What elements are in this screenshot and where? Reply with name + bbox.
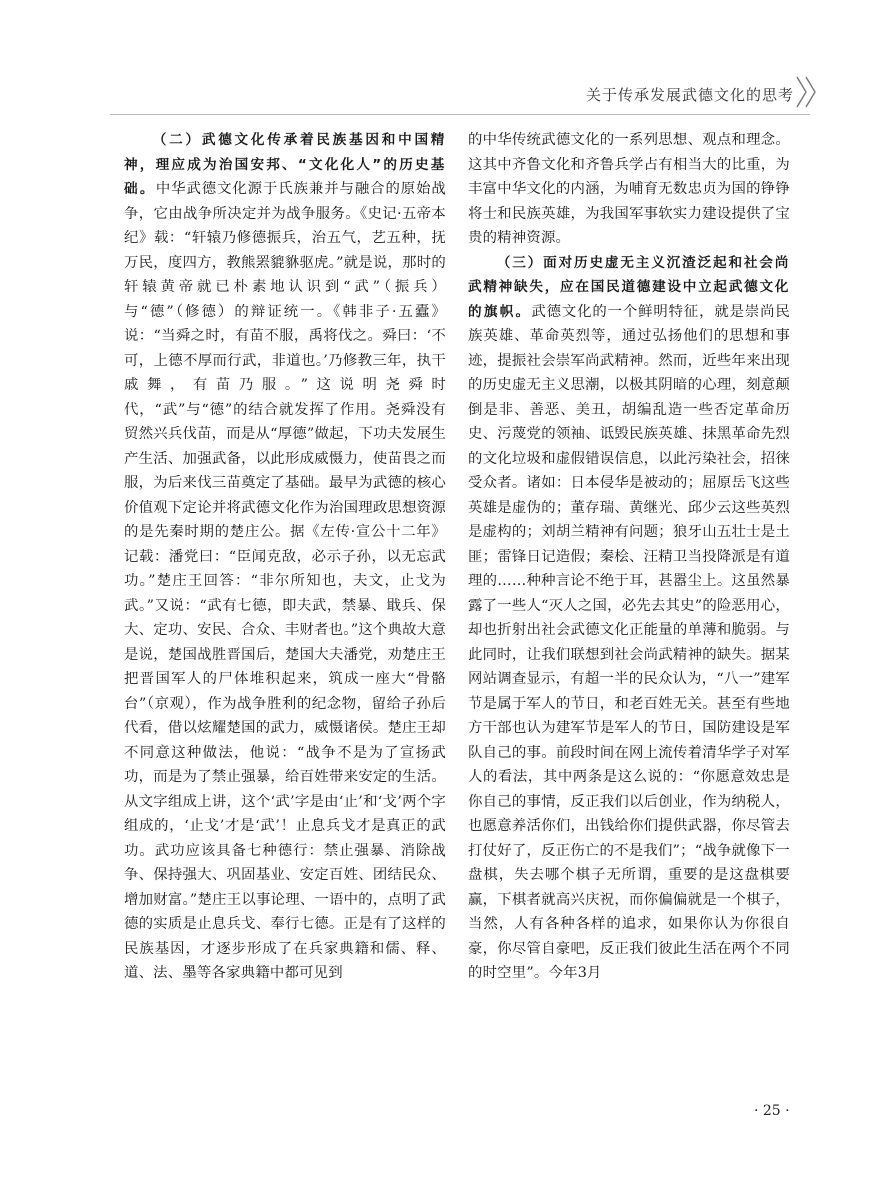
continuation-paragraph: 的中华传统武德文化的一系列思想、观点和理念。这其中齐鲁文化和齐鲁兵学占有相当大的比重，为丰富中华文化的内涵，为哺育无数忠贞为国的铮铮将士和民族英雄，为我国军事软实力建设提供了宝贵的精神资源。 [468,132,790,246]
section-3-heading: （三）面对历史虚无主义沉渣泛起和社会尚武精神缺失，应在国民道德建设中立起武德文化的旗帜。 [468,254,790,320]
right-column [468,128,790,986]
running-header-title: 关于传承发展武德文化的思考 [585,86,794,104]
section-2-heading: （二）武德文化传承着民族基因和中国精神，理应成为治国安邦、“文化化人”的历史基础。 [124,132,446,197]
section-2-paragraph [124,128,446,986]
double-chevron-right-icon [794,74,820,110]
section-2-body: 中华武德文化源于氏族兼并与融合的原始战争，它由战争所决定并为战争服务。《史记·五帝本纪》载：“轩辕乃修德振兵，治五气，艺五种，抚万民，度四方，教熊罴貔貅驱虎。”就是说，那时的轩辕黄帝就已朴素地认识到“武”（振兵）与“德”（修德）的辩证统一。《韩非子·五蠹》说：“当舜之时，有苗不服，禹将伐之。舜曰：‘不可，上德不厚而行武，非道也。’乃修教三年，执干戚舞，有苗乃服。”这说明尧舜时代，“武”与“德”的结合就发挥了作用。尧舜没有贸然兴兵伐苗，而是从“厚德”做起，下功夫发展生产生活、加强武备，以此形成威慑力，使苗畏之而服，为后来伐三苗奠定了基础。最早为武德的核心价值观下定论并将武德文化作为治国理政思想资源的是先秦时期的楚庄公。据《左传·宣公十二年》记载：潘党曰：“臣闻克敌，必示子孙，以无忘武功。”楚庄王回答：“非尔所知也，夫文，止戈为武。”又说：“武有七德，即夫武，禁暴、戢兵、保大、定功、安民、合众、丰财者也。”这个典故大意是说，楚国战胜晋国后，楚国大夫潘党，劝楚庄王把晋国军人的尸体堆积起来，筑成一座大“骨骼台”（京观），作为战争胜利的纪念物，留给子孙后代看，借以炫耀楚国的武力，威慑诸侯。楚庄王却不同意这种做法，他说：“战争不是为了宣扬武功，而是为了禁止强暴，给百姓带来安定的生活。从文字组成上讲，这个‘武’字是由‘止’和‘戈’两个字组成的，‘止戈’才是‘武’！止息兵戈才是真正的武功。武功应该具备七种德行：禁止强暴、消除战争、保持强大、巩固基业、安定百姓、团结民众、增加财富。”楚庄王以事论理、一语中的，点明了武德的实质是止息兵戈、奉行七德。正是有了这样的民族基因，才逐步形成了在兵家典籍和儒、释、道、法、墨等各家典籍中都可见到 [124,181,446,981]
header-divider [110,114,810,115]
page-number: · 25 · [754,1103,790,1119]
section-3-body: 武德文化的一个鲜明特征，就是崇尚民族英雄、革命英烈等，通过弘扬他们的思想和事迹，提振社会崇军尚武精神。然而，近些年来出现的历史虚无主义思潮，以极其阴暗的心理，刻意颠倒是非、善恶、美丑，胡编乱造一些否定革命历史、污蔑党的领袖、诋毁民族英雄、抹黑革命先烈的文化垃圾和虚假错误信息，以此污染社会，招徕受众者。诸如：日本侵华是被动的；屈原岳飞这些英雄是虚伪的；董存瑞、黄继光、邱少云这些英烈是虚构的；刘胡兰精神有问题；狼牙山五壮士是土匪；雷锋日记造假；秦桧、汪精卫当投降派是有道理的……种种言论不绝于耳，甚嚣尘上。这虽然暴露了一些人“灭人之国，必先去其史”的险恶用心，却也折射出社会武德文化正能量的单薄和脆弱。与此同时，让我们联想到社会尚武精神的缺失。据某网站调查显示，有超一半的民众认为，“八一”建军节是属于军人的节日，和老百姓无关。甚至有些地方干部也认为建军节是军人的节日，国防建设是军队自己的事。前段时间在网上流传着清华学子对军人的看法，其中两条是这么说的：“你愿意效忠是你自己的事情，反正我们以后创业，作为纳税人，也愿意养活你们，出钱给你们提供武器，你尽管去打仗好了，反正伤亡的不是我们”；“战争就像下一盘棋，失去哪个棋子无所谓，重要的是这盘棋要赢，下棋者就高兴庆祝，而你偏偏就是一个棋子，当然，人有各种各样的追求，如果你认为你很自豪，你尽管自豪吧，反正我们彼此生活在两个不同的时空里”。今年3月 [468,303,791,981]
left-column [124,128,446,986]
section-3-paragraph [468,251,790,986]
